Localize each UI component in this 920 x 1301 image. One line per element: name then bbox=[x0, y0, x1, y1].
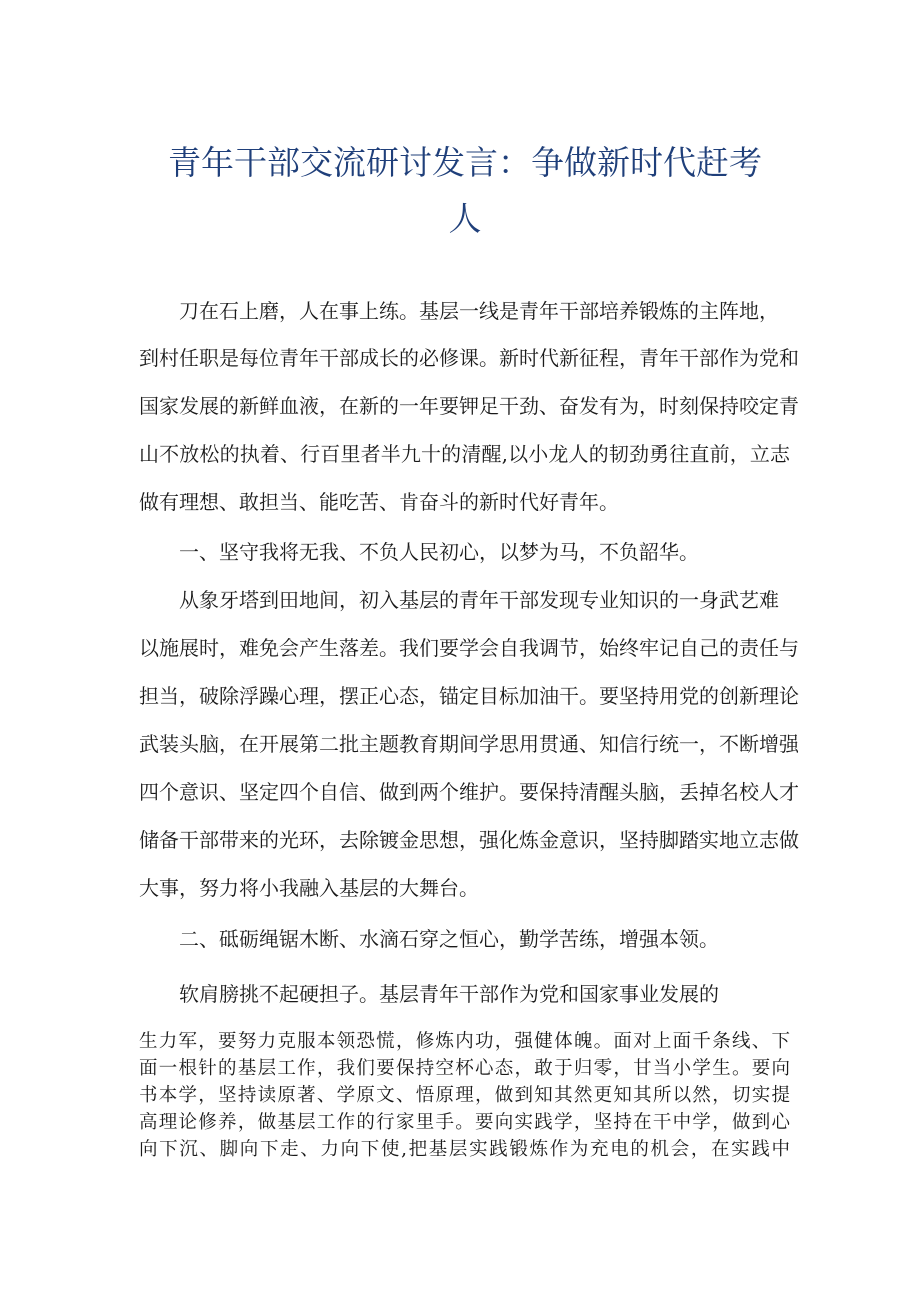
paragraph-3-line-1: 软肩膀挑不起硬担子。基层青年干部作为党和国家事业发展的 bbox=[179, 982, 719, 1006]
paragraph-3-line-5: 高理论修养，做基层工作的行家里手。要向实践学，坚持在干中学，做到心 bbox=[139, 1112, 790, 1133]
paragraph-2-line-1: 从象牙塔到田地间，初入基层的青年干部发现专业知识的一身武艺难 bbox=[179, 588, 779, 612]
paragraph-1-line-4: 国家发展的新鲜血液，在新的一年要钾足干劲、奋发有为，时刻保持咬定青 bbox=[139, 394, 799, 418]
document-title-line-1: 青年干部交流研讨发言：争做新时代赶考 bbox=[168, 143, 762, 182]
paragraph-2-line-3: 担当，破除浮躁心理，摆正心态，锚定目标加油干。要坚持用党的创新理论 bbox=[139, 684, 799, 708]
section-heading-1: 一、坚守我将无我、不负人民初心，以梦为马，不负韶华。 bbox=[179, 540, 699, 564]
paragraph-2-line-2: 以施展时，难免会产生落差。我们要学会自我调节，始终牢记自己的责任与 bbox=[139, 636, 799, 660]
paragraph-1-line-3: 到村任职是每位青年干部成长的必修课。新时代新征程，青年干部作为党和 bbox=[139, 346, 799, 370]
paragraph-2-line-4: 武装头脑，在开展第二批主题教育期间学思用贯通、知信行统一，不断增强 bbox=[139, 732, 799, 756]
document-title-line-2: 人 bbox=[448, 199, 482, 238]
paragraph-2-line-5: 四个意识、坚定四个自信、做到两个维护。要保持清醒头脑，丢掉名校人才 bbox=[139, 780, 799, 804]
section-heading-2: 二、砥砺绳锯木断、水滴石穿之恒心，勤学苦练，增强本领。 bbox=[179, 927, 719, 951]
paragraph-1-line-2: 刀在石上磨，人在事上练。基层一线是青年干部培养锻炼的主阵地， bbox=[179, 299, 779, 323]
paragraph-3-line-3: 面一根针的基层工作，我们要保持空杯心态，敢于归零，甘当小学生。要向 bbox=[139, 1058, 790, 1079]
paragraph-2-line-7: 大事，努力将小我融入基层的大舞台。 bbox=[139, 876, 479, 900]
paragraph-1-line-5-final: 做有理想、敢担当、能吃苦、肯奋斗的新时代好青年。 bbox=[139, 490, 619, 514]
paragraph-3-line-2: 生力军，要努力克服本领恐慌，修炼内功，强健体魄。面对上面千条线、下 bbox=[139, 1031, 790, 1052]
paragraph-1-line-5: 山不放松的执着、行百里者半九十的清醒,以小龙人的韧劲勇往直前，立志 bbox=[139, 442, 790, 466]
paragraph-3-line-6: 向下沉、脚向下走、力向下使,把基层实践锻炼作为充电的机会，在实践中 bbox=[139, 1139, 790, 1160]
paragraph-2-line-6: 储备干部带来的光环，去除镀金思想，强化炼金意识，坚持脚踏实地立志做 bbox=[139, 828, 799, 852]
paragraph-3-line-4: 书本学，坚持读原著、学原文、悟原理，做到知其然更知其所以然，切实提 bbox=[139, 1085, 790, 1106]
